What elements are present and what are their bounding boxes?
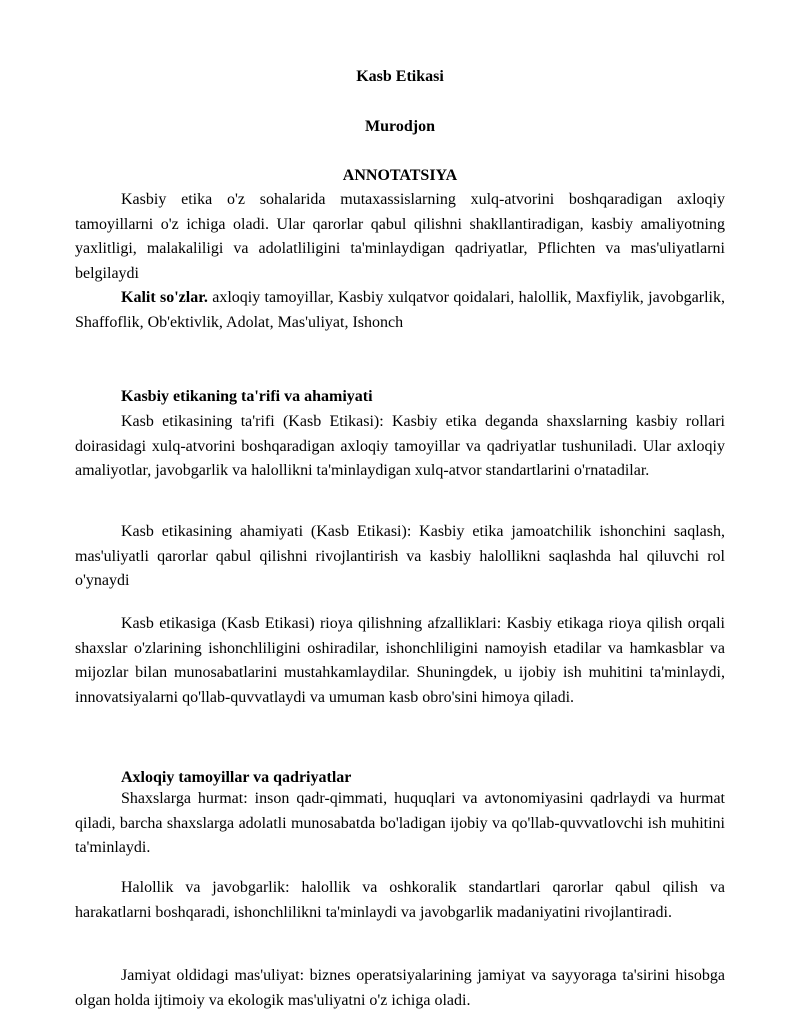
section1-paragraph: Kasb etikasining ahamiyati (Kasb Etikasi): Kasbiy etika jamoatchilik ishonchini saqlash, mas'uliyatli qarorlar qabul qilishni rivojlantirish va kasbiy halollikni saqlashda hal qiluvchi rol o'ynaydi: [75, 523, 725, 589]
keywords-paragraph: [75, 286, 725, 335]
abstract-heading: ANNOTATSIYA: [342, 167, 458, 184]
section1-paragraph: Kasb etikasining ta'rifi (Kasb Etikasi): Kasbiy etika deganda shaxslarning kasbiy rollari doirasidagi xulq-atvorini boshqaradigan axloqiy tamoyillar va qadriyatlar tushuniladi. Ular axloqiy amaliyotlar, javobgarlik va halollikni ta'minlaydigan xulq-atvor standartlarini o'rnatadilar.: [75, 413, 725, 479]
section2-paragraph: Jamiyat oldidagi mas'uliyat: biznes operatsiyalarining jamiyat va sayyoraga ta'sirini hisobga olgan holda ijtimoiy va ekologik mas'uliyatni o'z ichiga oladi.: [75, 967, 725, 1009]
section2-paragraph: Shaxslarga hurmat: inson qadr-qimmati, huquqlari va avtonomiyasini qadrlaydi va hurmat qiladi, barcha shaxslarga adolatli munosabatda bo'ladigan ijobiy va qo'llab-quvvatlovchi ish muhitini ta'minlaydi.: [75, 790, 725, 856]
document-author: Murodjon: [365, 118, 435, 135]
keywords-label: Kalit so'zlar.: [121, 289, 208, 306]
section-heading-principles: Axloqiy tamoyillar va qadriyatlar: [121, 769, 352, 786]
abstract-paragraph: Kasbiy etika o'z sohalarida mutaxassislarning xulq-atvorini boshqaradigan axloqiy tamoyillarni o'z ichiga oladi. Ular qarorlar qabul qilishni shakllantiradigan, kasbiy amaliyotning yaxlitligi, malakaliligi va adolatliligini ta'minlaydigan qadriyatlar, Pflichten va mas'uliyatlarni belgilaydi: [75, 191, 725, 282]
section1-paragraph: Kasb etikasiga (Kasb Etikasi) rioya qilishning afzalliklari: Kasbiy etikaga rioya qilish orqali shaxslar o'zlarining ishonchliligini oshiradilar, ishonchliligini namoyish etadilar va hamkasblar va mijozlar bilan munosabatlarini mustahkamlaydilar. Shuningdek, u ijobiy ish muhitini ta'minlaydi, innovatsiyalarni qo'llab-quvvatlaydi va umuman kasb obro'sini himoya qiladi.: [75, 615, 725, 706]
document-title: Kasb Etikasi: [356, 68, 444, 85]
section-heading-definition: Kasbiy etikaning ta'rifi va ahamiyati: [121, 388, 373, 405]
keywords-text: axloqiy tamoyillar, Kasbiy xulqatvor qoidalari, halollik, Maxfiylik, javobgarlik, Shaffoflik, Ob'ektivlik, Adolat, Mas'uliyat, Ishonch: [75, 289, 726, 331]
section2-paragraph: Halollik va javobgarlik: halollik va oshkoralik standartlari qarorlar qabul qilish va harakatlarni boshqaradi, ishonchlilikni ta'minlaydi va javobgarlik madaniyatini rivojlantiradi.: [75, 879, 725, 921]
